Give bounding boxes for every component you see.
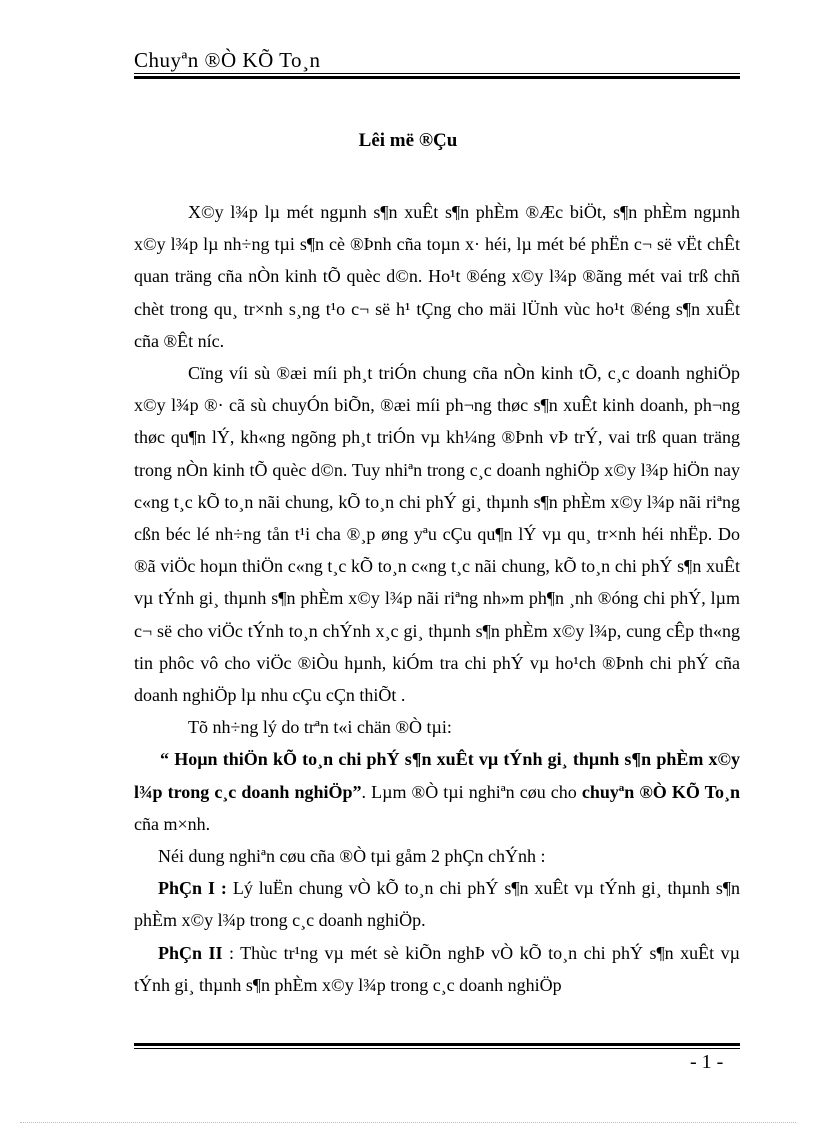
part-1	[134, 872, 740, 936]
part-2-text: : Thùc tr¹ng vµ mét sè kiÕn nghÞ vÒ kÕ to¸n chi phÝ s¶n xuÊt vµ tÝnh gi¸ thµnh s¶n phÈm x©y l¾p trong c¸c doanh nghiÖp	[134, 942, 740, 995]
footer-rule-thick	[134, 1043, 740, 1046]
reason-line: Tõ nh÷ng lý do trªn t«i chän ®Ò tµi:	[188, 717, 452, 738]
header-rule-thick	[134, 76, 740, 79]
part-1-text: Lý luËn chung vÒ kÕ to¸n chi phÝ s¶n xuÊt vµ tÝnh gi¸ thµnh s¶n phÈm x©y l¾p trong c¸c doanh nghiÖp.	[134, 878, 741, 931]
paragraph-1: X©y l¾p lµ mét ngµnh s¶n xuÊt s¶n phÈm ®Æc biÖt, s¶n phÈm ngµnh x©y l¾p lµ nh÷ng tµi s¶n cè ®Þnh cña toµn x· héi, lµ mét bé phËn c¬ së vËt chÊt quan träng cña nÒn kinh tÕ quèc d©n. Ho¹t ®éng x©y l¾p ®ãng mét vai trß chñ chèt trong qu¸ tr×nh s¸ng t¹o c¬ së h¹ tÇng cho mäi lÜnh vùc ho¹t ®éng s¶n xuÊt cña ®Êt níc.	[134, 202, 740, 351]
part-2	[134, 937, 740, 1001]
page-title: Lêi më ®Çu	[358, 130, 458, 151]
part-2-label: PhÇn II	[158, 942, 223, 963]
topic-mid-text: . Lµm ®Ò tµi nghiªn cøu cho	[361, 781, 582, 802]
header-rule-thin	[134, 73, 740, 74]
topic-tail-text: cña m×nh.	[134, 813, 211, 834]
part-1-label: PhÇn I :	[158, 878, 227, 899]
topic-paragraph	[134, 743, 740, 840]
page-number: - 1 -	[690, 1051, 724, 1073]
page-header	[134, 46, 740, 74]
topic-title: “ Hoµn thiÖn kÕ to¸n chi phÝ s¶n xuÊt vµ tÝnh gi¸ thµnh s¶n phÈm x©y l¾p trong c¸c doanh nghiÖp”	[134, 749, 740, 802]
content-intro: Néi dung nghiªn cøu cña ®Ò tµi gåm 2 phÇn chÝnh :	[158, 846, 546, 867]
paragraph-2: Cïng víi sù ®æi míi ph¸t triÓn chung cña nÒn kinh tÕ, c¸c doanh nghiÖp x©y l¾p ®· cã sù chuyÓn biÕn, ®æi míi ph¬ng thøc s¶n xuÊt kinh doanh, ph¬ng thøc qu¶n lÝ, kh«ng ngõng ph¸t triÓn vµ kh¼ng ®Þnh vÞ trÝ, vai trß quan träng trong nÒn kinh tÕ quèc d©n. Tuy nhiªn trong c¸c doanh nghiÖp x©y l¾p hiÖn nay c«ng t¸c kÕ to¸n nãi chung, kÕ to¸n chi phÝ gi¸ thµnh s¶n phÈm x©y l¾p nãi riªng cßn béc lé nh÷ng tån t¹i cha ®¸p øng yªu cÇu qu¶n lÝ vµ qu¸ tr×nh héi nhËp. Do ®ã viÖc hoµn thiÖn c«ng t¸c kÕ to¸n c«ng t¸c nãi chung, kÕ to¸n chi phÝ s¶n xuÊt vµ tÝnh gi¸ thµnh s¶n phÈm x©y l¾p nãi riªng nh»m ph¶n ¸nh ®óng chi phÝ, lµm c¬ së cho viÖc tÝnh to¸n chÝnh x¸c gi¸ thµnh s¶n phÈm x©y l¾p, cung cÊp th«ng tin phôc vô cho viÖc ®iÒu hµnh, kiÓm tra chi phÝ vµ ho¹ch ®Þnh chi phÝ cña doanh nghiÖp lµ nhu cÇu cÇn thiÕt .	[134, 363, 740, 706]
header-title: Chuyªn ®Ò KÕ To¸n	[134, 48, 321, 72]
topic-chuyen-de: chuyªn ®Ò KÕ To¸n	[581, 781, 740, 802]
document-body	[134, 196, 740, 1001]
footer-rule-thin	[134, 1048, 740, 1049]
